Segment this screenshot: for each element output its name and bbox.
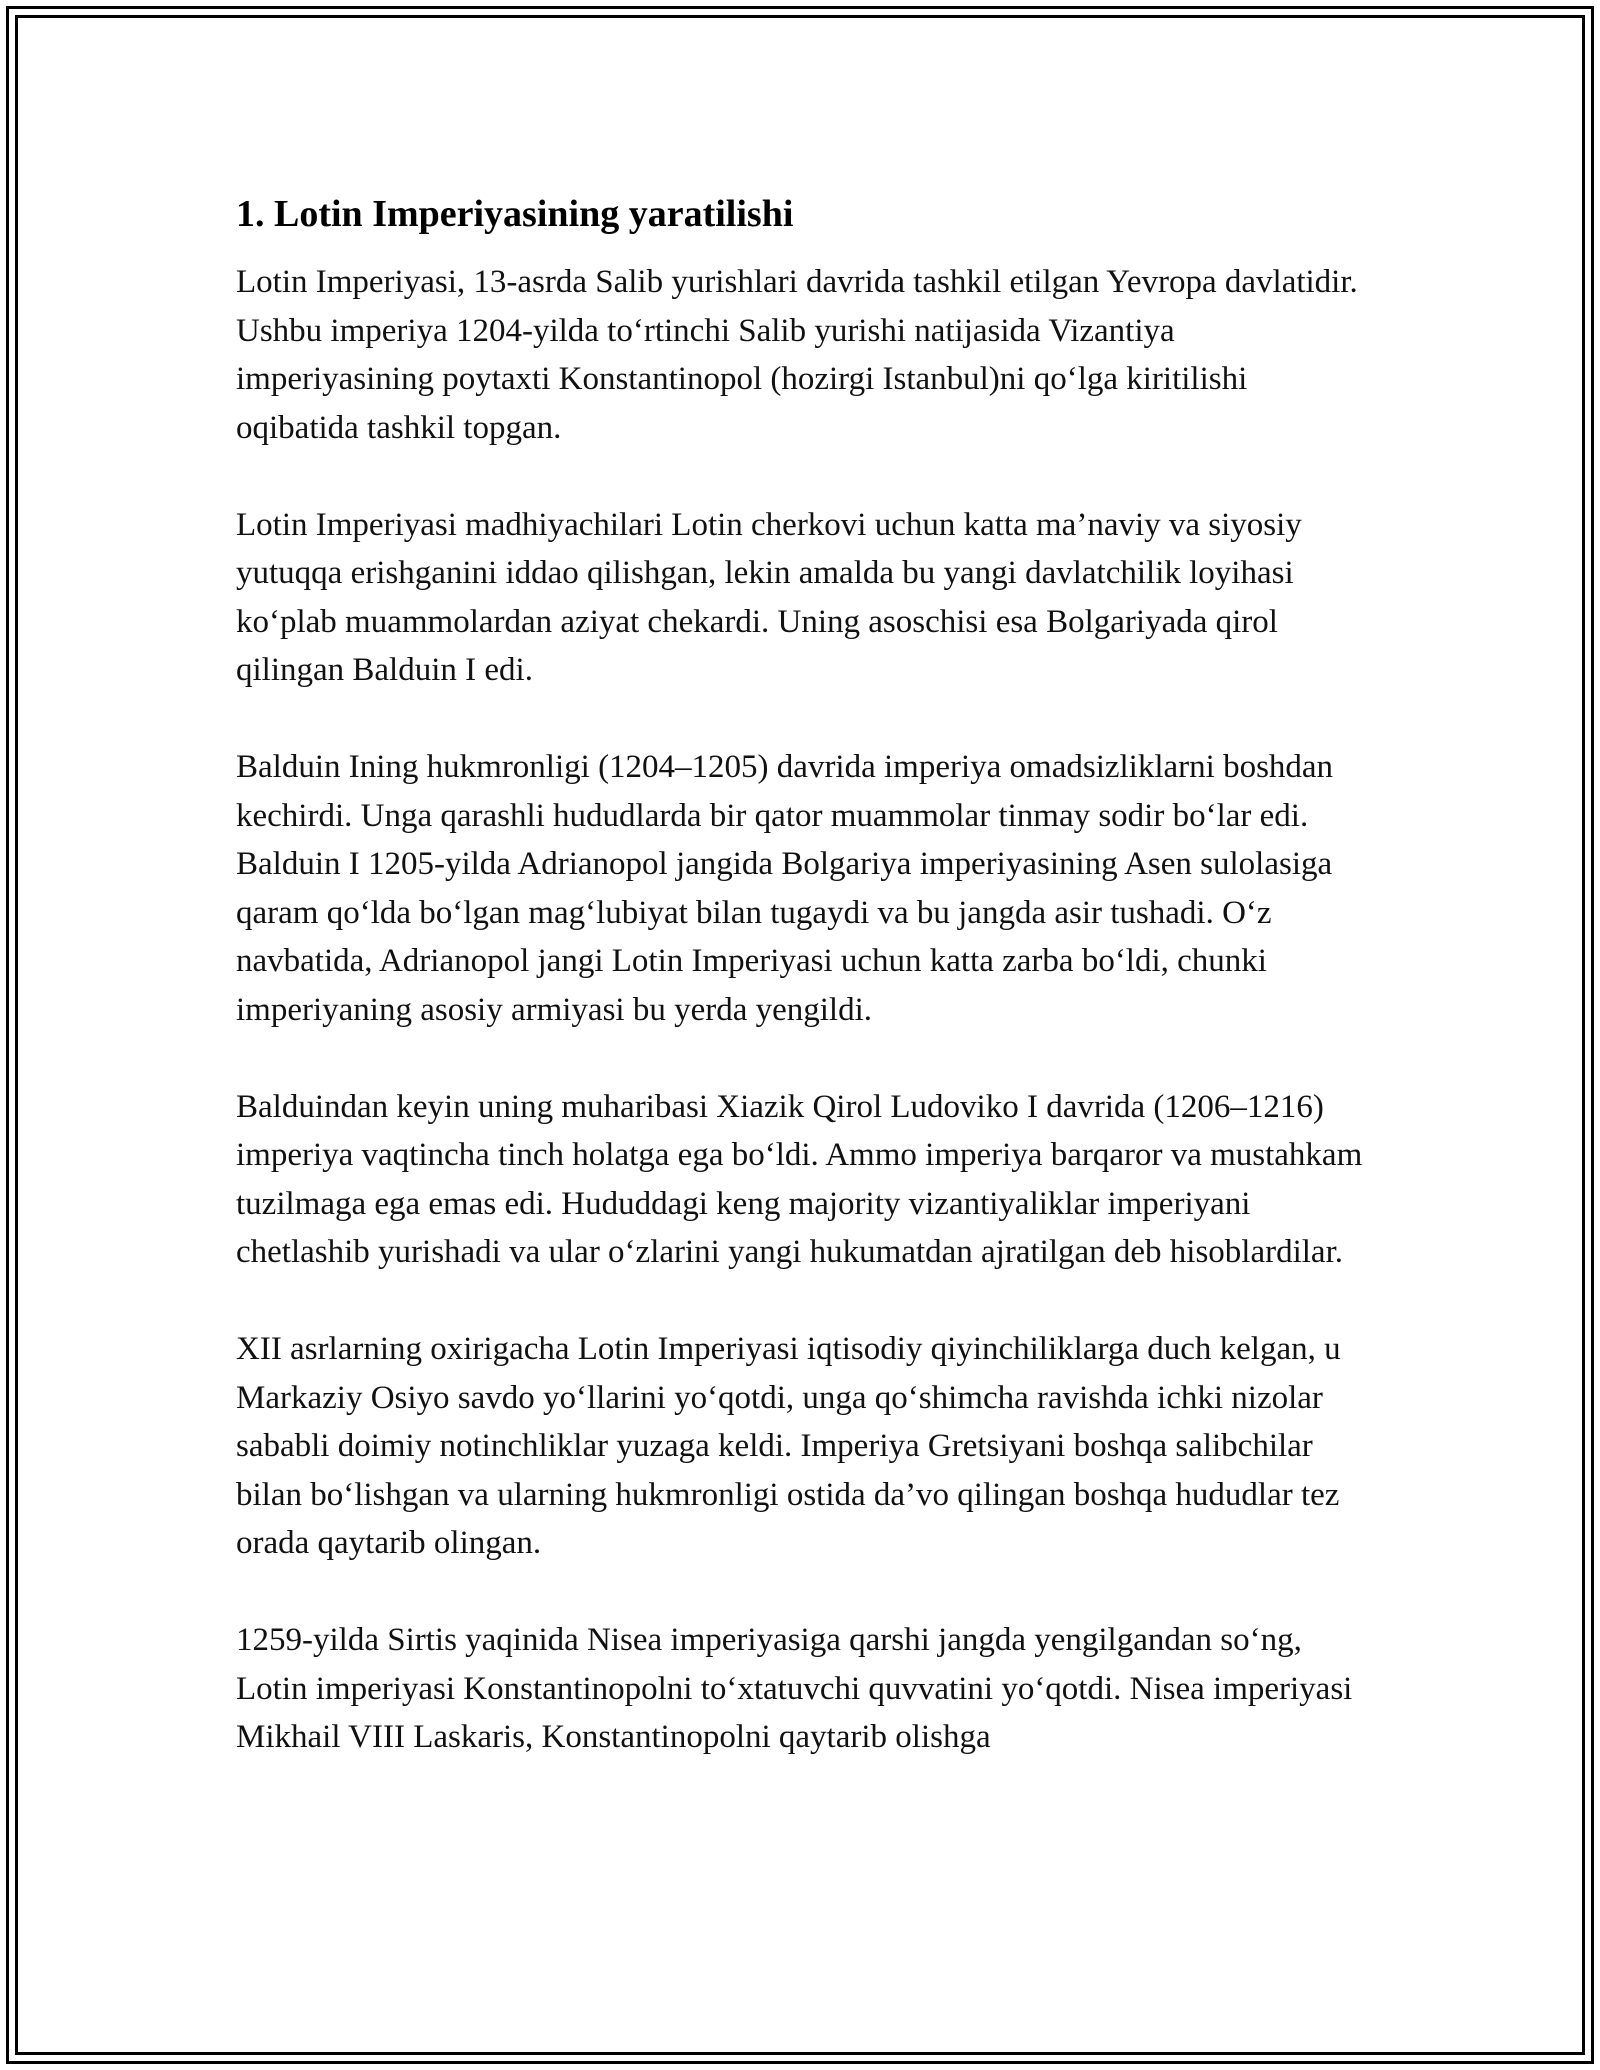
paragraph-5: XII asrlarning oxirigacha Lotin Imperiyasi iqtisodiy qiyinchiliklarga duch kelgan, u Markaziy Osiyo savdo yo‘llarini yo‘qotdi, unga qo‘shimcha ravishda ichki nizolar sababli doimiy notinchliklar yuzaga keldi. Imperiya Gretsiyani boshqa salibchilar bilan bo‘lishgan va ularning hukmronligi ostida da’vo qilingan boshqa hududlar tez orada qaytarib olingan. [236,1331,1341,1561]
paragraph-6: 1259-yilda Sirtis yaqinida Nisea imperiyasiga qarshi jangda yengilgandan so‘ng, Lotin imperiyasi Konstantinopolni to‘xtatuvchi quvvatini yo‘qotdi. Nisea imperiyasi Mikhail VIII Laskaris, Konstantinopolni qaytarib olishga [236,1622,1353,1755]
document-body [236,192,1376,1810]
section-heading: 1. Lotin Imperiyasining yaratilishi [236,193,794,235]
paragraph-1: Lotin Imperiyasi, 13-asrda Salib yurishlari davrida tashkil etilgan Yevropa davlatidir. Ushbu imperiya 1204-yilda to‘rtinchi Salib yurishi natijasida Vizantiya imperiyasining poytaxti Konstantinopol (hozirgi Istanbul)ni qo‘lga kiritilishi oqibatida tashkil topgan. [236,264,1358,446]
paragraph-2: Lotin Imperiyasi madhiyachilari Lotin cherkovi uchun katta ma’naviy va siyosiy yutuqqa erishganini iddao qilishgan, lekin amalda bu yangi davlatchilik loyihasi ko‘plab muammolardan aziyat chekardi. Uning asoschisi esa Bolgariyada qirol qilingan Balduin I edi. [236,506,1302,688]
paragraph-4: Balduindan keyin uning muharibasi Xiazik Qirol Ludoviko I davrida (1206–1216) imperiya vaqtincha tinch holatga ega bo‘ldi. Ammo imperiya barqaror va mustahkam tuzilmaga ega emas edi. Hududdagi keng majority vizantiyaliklar imperiyani chetlashib yurishadi va ular o‘zlarini yangi hukumatdan ajratilgan deb hisoblardilar. [236,1088,1363,1270]
paragraph-3: Balduin Ining hukmronligi (1204–1205) davrida imperiya omadsizliklarni boshdan kechirdi. Unga qarashli hududlarda bir qator muammolar tinmay sodir bo‘lar edi. Balduin I 1205-yilda Adrianopol jangida Bolgariya imperiyasining Asen sulolasiga qaram qo‘lda bo‘lgan mag‘lubiyat bilan tugaydi va bu jangda asir tushadi. O‘z navbatida, Adrianopol jangi Lotin Imperiyasi uchun katta zarba bo‘ldi, chunki imperiyaning asosiy armiyasi bu yerda yengildi. [236,749,1334,1028]
